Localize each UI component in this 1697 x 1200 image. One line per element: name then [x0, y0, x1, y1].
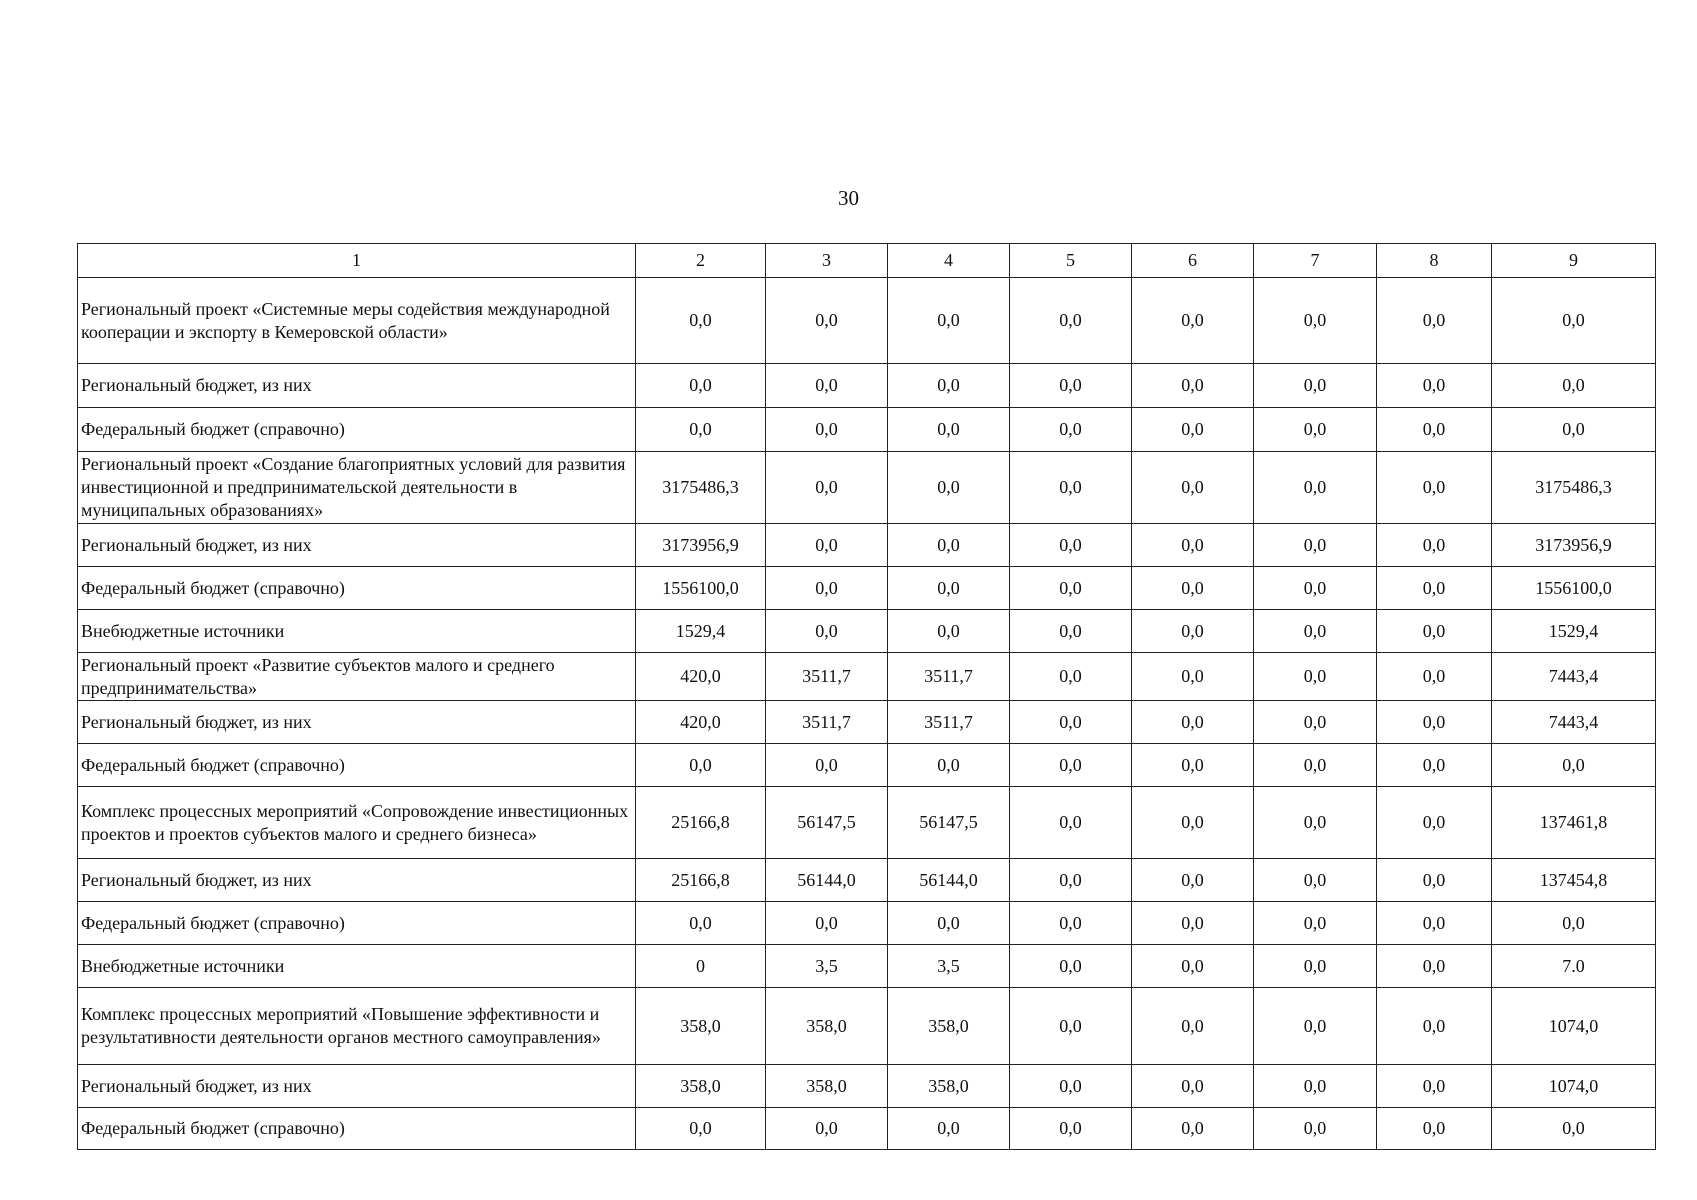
table-cell: 0,0 — [1377, 988, 1492, 1065]
table-cell: 1529,4 — [636, 610, 766, 653]
table-row — [78, 610, 1656, 653]
table-cell: 0,0 — [1377, 945, 1492, 988]
table-cell: 0,0 — [636, 1108, 766, 1150]
row-label: Федеральный бюджет (справочно) — [78, 567, 636, 610]
table-cell: 0,0 — [888, 364, 1010, 408]
table-cell: 0,0 — [1254, 408, 1377, 452]
table-cell: 0,0 — [1377, 524, 1492, 567]
row-label: Региональный бюджет, из них — [78, 1065, 636, 1108]
table-cell: 137454,8 — [1492, 859, 1656, 902]
table-cell: 0,0 — [1010, 902, 1132, 945]
table-cell: 0,0 — [1010, 988, 1132, 1065]
row-label: Внебюджетные источники — [78, 610, 636, 653]
table-cell: 0,0 — [1132, 787, 1254, 859]
column-header: 4 — [888, 244, 1010, 278]
table-row — [78, 744, 1656, 787]
table-cell: 358,0 — [636, 988, 766, 1065]
table-cell: 0,0 — [1377, 408, 1492, 452]
table-cell: 3511,7 — [766, 701, 888, 744]
table-cell: 0,0 — [766, 567, 888, 610]
table-cell: 25166,8 — [636, 787, 766, 859]
table-cell: 0,0 — [1492, 902, 1656, 945]
table-cell: 0,0 — [636, 902, 766, 945]
table-row — [78, 787, 1656, 859]
table-cell: 420,0 — [636, 701, 766, 744]
table-cell: 358,0 — [888, 988, 1010, 1065]
table-row — [78, 408, 1656, 452]
table-cell: 0,0 — [1492, 364, 1656, 408]
table-cell: 1529,4 — [1492, 610, 1656, 653]
table-cell: 0,0 — [1132, 452, 1254, 524]
table-cell: 0,0 — [1377, 610, 1492, 653]
table-cell: 0,0 — [636, 278, 766, 364]
table-body — [78, 244, 1656, 1150]
table-cell: 0,0 — [1254, 701, 1377, 744]
row-label: Региональный проект «Создание благоприятных условий для развития инвестиционной и предпринимательской деятельности в муниципальных образованиях» — [78, 452, 636, 524]
table-cell: 0,0 — [1377, 787, 1492, 859]
row-label: Комплекс процессных мероприятий «Сопровождение инвестиционных проектов и проектов субъектов малого и среднего бизнеса» — [78, 787, 636, 859]
table-cell: 358,0 — [766, 988, 888, 1065]
table-cell: 0,0 — [1010, 278, 1132, 364]
table-cell: 0,0 — [1254, 1065, 1377, 1108]
column-header: 2 — [636, 244, 766, 278]
table-cell: 0,0 — [1132, 701, 1254, 744]
table-cell: 0,0 — [1010, 701, 1132, 744]
table-cell: 0,0 — [636, 408, 766, 452]
table-cell: 0,0 — [888, 567, 1010, 610]
table-row — [78, 364, 1656, 408]
table-row — [78, 278, 1656, 364]
table-cell: 0,0 — [766, 902, 888, 945]
table-cell: 0,0 — [1132, 524, 1254, 567]
table-cell: 0,0 — [1492, 744, 1656, 787]
table-cell: 0,0 — [1492, 408, 1656, 452]
table-cell: 3511,7 — [888, 653, 1010, 701]
table-cell: 0,0 — [888, 902, 1010, 945]
table-cell: 0,0 — [1254, 1108, 1377, 1150]
column-header: 7 — [1254, 244, 1377, 278]
header-row — [78, 244, 1656, 278]
table-cell: 0,0 — [1132, 988, 1254, 1065]
table-cell: 56144,0 — [888, 859, 1010, 902]
row-label: Региональный проект «Системные меры содействия международной кооперации и экспорту в Кемеровской области» — [78, 278, 636, 364]
table-cell: 0,0 — [1254, 859, 1377, 902]
table-cell: 0,0 — [1010, 364, 1132, 408]
table-row — [78, 902, 1656, 945]
table-cell: 0,0 — [1377, 567, 1492, 610]
table-cell: 0,0 — [766, 408, 888, 452]
table-cell: 0,0 — [1377, 744, 1492, 787]
row-label: Региональный бюджет, из них — [78, 701, 636, 744]
column-header: 6 — [1132, 244, 1254, 278]
table-cell: 0,0 — [1377, 452, 1492, 524]
table-cell: 0,0 — [1254, 610, 1377, 653]
table-cell: 0,0 — [1254, 364, 1377, 408]
table-cell: 56147,5 — [888, 787, 1010, 859]
table-cell: 137461,8 — [1492, 787, 1656, 859]
table-cell: 0,0 — [636, 744, 766, 787]
table-cell: 0,0 — [1010, 1065, 1132, 1108]
table-cell: 1074,0 — [1492, 1065, 1656, 1108]
column-header: 9 — [1492, 244, 1656, 278]
table-cell: 0,0 — [1132, 567, 1254, 610]
table-row — [78, 859, 1656, 902]
table-cell: 0,0 — [1010, 610, 1132, 653]
table-cell: 0,0 — [888, 452, 1010, 524]
row-label: Комплекс процессных мероприятий «Повышение эффективности и результативности деятельности органов местного самоуправления» — [78, 988, 636, 1065]
row-label: Федеральный бюджет (справочно) — [78, 408, 636, 452]
page-number: 30 — [838, 186, 859, 210]
table-cell: 0,0 — [1132, 610, 1254, 653]
table-cell: 0,0 — [1377, 278, 1492, 364]
table-row — [78, 567, 1656, 610]
table-cell: 0,0 — [1377, 859, 1492, 902]
table-cell: 0,0 — [1377, 1108, 1492, 1150]
row-label: Федеральный бюджет (справочно) — [78, 744, 636, 787]
row-label: Региональный бюджет, из них — [78, 524, 636, 567]
table-cell: 0,0 — [888, 408, 1010, 452]
table-row — [78, 1108, 1656, 1150]
table-cell: 0,0 — [1254, 278, 1377, 364]
table-cell: 3511,7 — [888, 701, 1010, 744]
table-cell: 0,0 — [1010, 524, 1132, 567]
table-cell: 0,0 — [1377, 1065, 1492, 1108]
table-cell: 3511,7 — [766, 653, 888, 701]
table-cell: 0 — [636, 945, 766, 988]
table-cell: 3,5 — [766, 945, 888, 988]
table-cell: 3175486,3 — [636, 452, 766, 524]
table-cell: 0,0 — [1132, 945, 1254, 988]
table-cell: 0,0 — [766, 744, 888, 787]
table-cell: 0,0 — [1254, 567, 1377, 610]
table-cell: 0,0 — [888, 610, 1010, 653]
table-cell: 0,0 — [1132, 364, 1254, 408]
table-cell: 0,0 — [1254, 787, 1377, 859]
table-cell: 0,0 — [1377, 701, 1492, 744]
table-cell: 358,0 — [766, 1065, 888, 1108]
table-row — [78, 452, 1656, 524]
table-cell: 25166,8 — [636, 859, 766, 902]
row-label: Региональный бюджет, из них — [78, 364, 636, 408]
table-cell: 0,0 — [1010, 787, 1132, 859]
table-cell: 0,0 — [888, 524, 1010, 567]
table-cell: 420,0 — [636, 653, 766, 701]
table-cell: 0,0 — [1132, 859, 1254, 902]
column-header: 3 — [766, 244, 888, 278]
table-cell: 0,0 — [1132, 744, 1254, 787]
table-cell: 0,0 — [1010, 859, 1132, 902]
table-cell: 0,0 — [636, 364, 766, 408]
table-cell: 0,0 — [1377, 653, 1492, 701]
table-cell: 358,0 — [888, 1065, 1010, 1108]
row-label: Федеральный бюджет (справочно) — [78, 1108, 636, 1150]
table-cell: 7.0 — [1492, 945, 1656, 988]
table-cell: 0,0 — [1010, 744, 1132, 787]
table-row — [78, 653, 1656, 701]
table-cell: 0,0 — [766, 278, 888, 364]
table-cell: 0,0 — [1132, 653, 1254, 701]
table-cell: 0,0 — [1254, 524, 1377, 567]
table-cell: 0,0 — [766, 452, 888, 524]
table-cell: 3173956,9 — [1492, 524, 1656, 567]
table-cell: 0,0 — [1254, 452, 1377, 524]
table-cell: 0,0 — [1254, 902, 1377, 945]
row-label: Внебюджетные источники — [78, 945, 636, 988]
table-cell: 0,0 — [1492, 278, 1656, 364]
table-cell: 0,0 — [1254, 744, 1377, 787]
table-cell: 0,0 — [766, 524, 888, 567]
table-cell: 1074,0 — [1492, 988, 1656, 1065]
column-header: 5 — [1010, 244, 1132, 278]
table-cell: 7443,4 — [1492, 653, 1656, 701]
table-row — [78, 945, 1656, 988]
column-header: 8 — [1377, 244, 1492, 278]
table-cell: 0,0 — [766, 1108, 888, 1150]
table-cell: 0,0 — [888, 278, 1010, 364]
table-cell: 56147,5 — [766, 787, 888, 859]
table-cell: 0,0 — [1010, 408, 1132, 452]
column-header: 1 — [78, 244, 636, 278]
table-cell: 0,0 — [766, 610, 888, 653]
table-row — [78, 524, 1656, 567]
budget-table — [77, 243, 1656, 1150]
table-cell: 0,0 — [1377, 364, 1492, 408]
table-cell: 0,0 — [1254, 988, 1377, 1065]
table-cell: 0,0 — [1254, 653, 1377, 701]
table-row — [78, 1065, 1656, 1108]
table-cell: 0,0 — [1377, 902, 1492, 945]
table-cell: 0,0 — [1010, 567, 1132, 610]
table-cell: 0,0 — [1254, 945, 1377, 988]
table-cell: 56144,0 — [766, 859, 888, 902]
table-cell: 3,5 — [888, 945, 1010, 988]
table-cell: 0,0 — [888, 744, 1010, 787]
row-label: Региональный бюджет, из них — [78, 859, 636, 902]
table-cell: 0,0 — [1132, 1108, 1254, 1150]
table-row — [78, 701, 1656, 744]
table-row — [78, 988, 1656, 1065]
table-cell: 0,0 — [1010, 945, 1132, 988]
table-cell: 0,0 — [1010, 452, 1132, 524]
table-cell: 358,0 — [636, 1065, 766, 1108]
table-cell: 3173956,9 — [636, 524, 766, 567]
table-cell: 0,0 — [1010, 653, 1132, 701]
table-cell: 7443,4 — [1492, 701, 1656, 744]
row-label: Региональный проект «Развитие субъектов малого и среднего предпринимательства» — [78, 653, 636, 701]
table-cell: 0,0 — [1132, 278, 1254, 364]
table-cell: 0,0 — [766, 364, 888, 408]
table-cell: 0,0 — [1010, 1108, 1132, 1150]
row-label: Федеральный бюджет (справочно) — [78, 902, 636, 945]
table-cell: 0,0 — [1132, 408, 1254, 452]
table-cell: 0,0 — [1132, 1065, 1254, 1108]
table-cell: 3175486,3 — [1492, 452, 1656, 524]
table-cell: 0,0 — [1492, 1108, 1656, 1150]
table-cell: 0,0 — [888, 1108, 1010, 1150]
table-cell: 0,0 — [1132, 902, 1254, 945]
table-cell: 1556100,0 — [1492, 567, 1656, 610]
table-cell: 1556100,0 — [636, 567, 766, 610]
